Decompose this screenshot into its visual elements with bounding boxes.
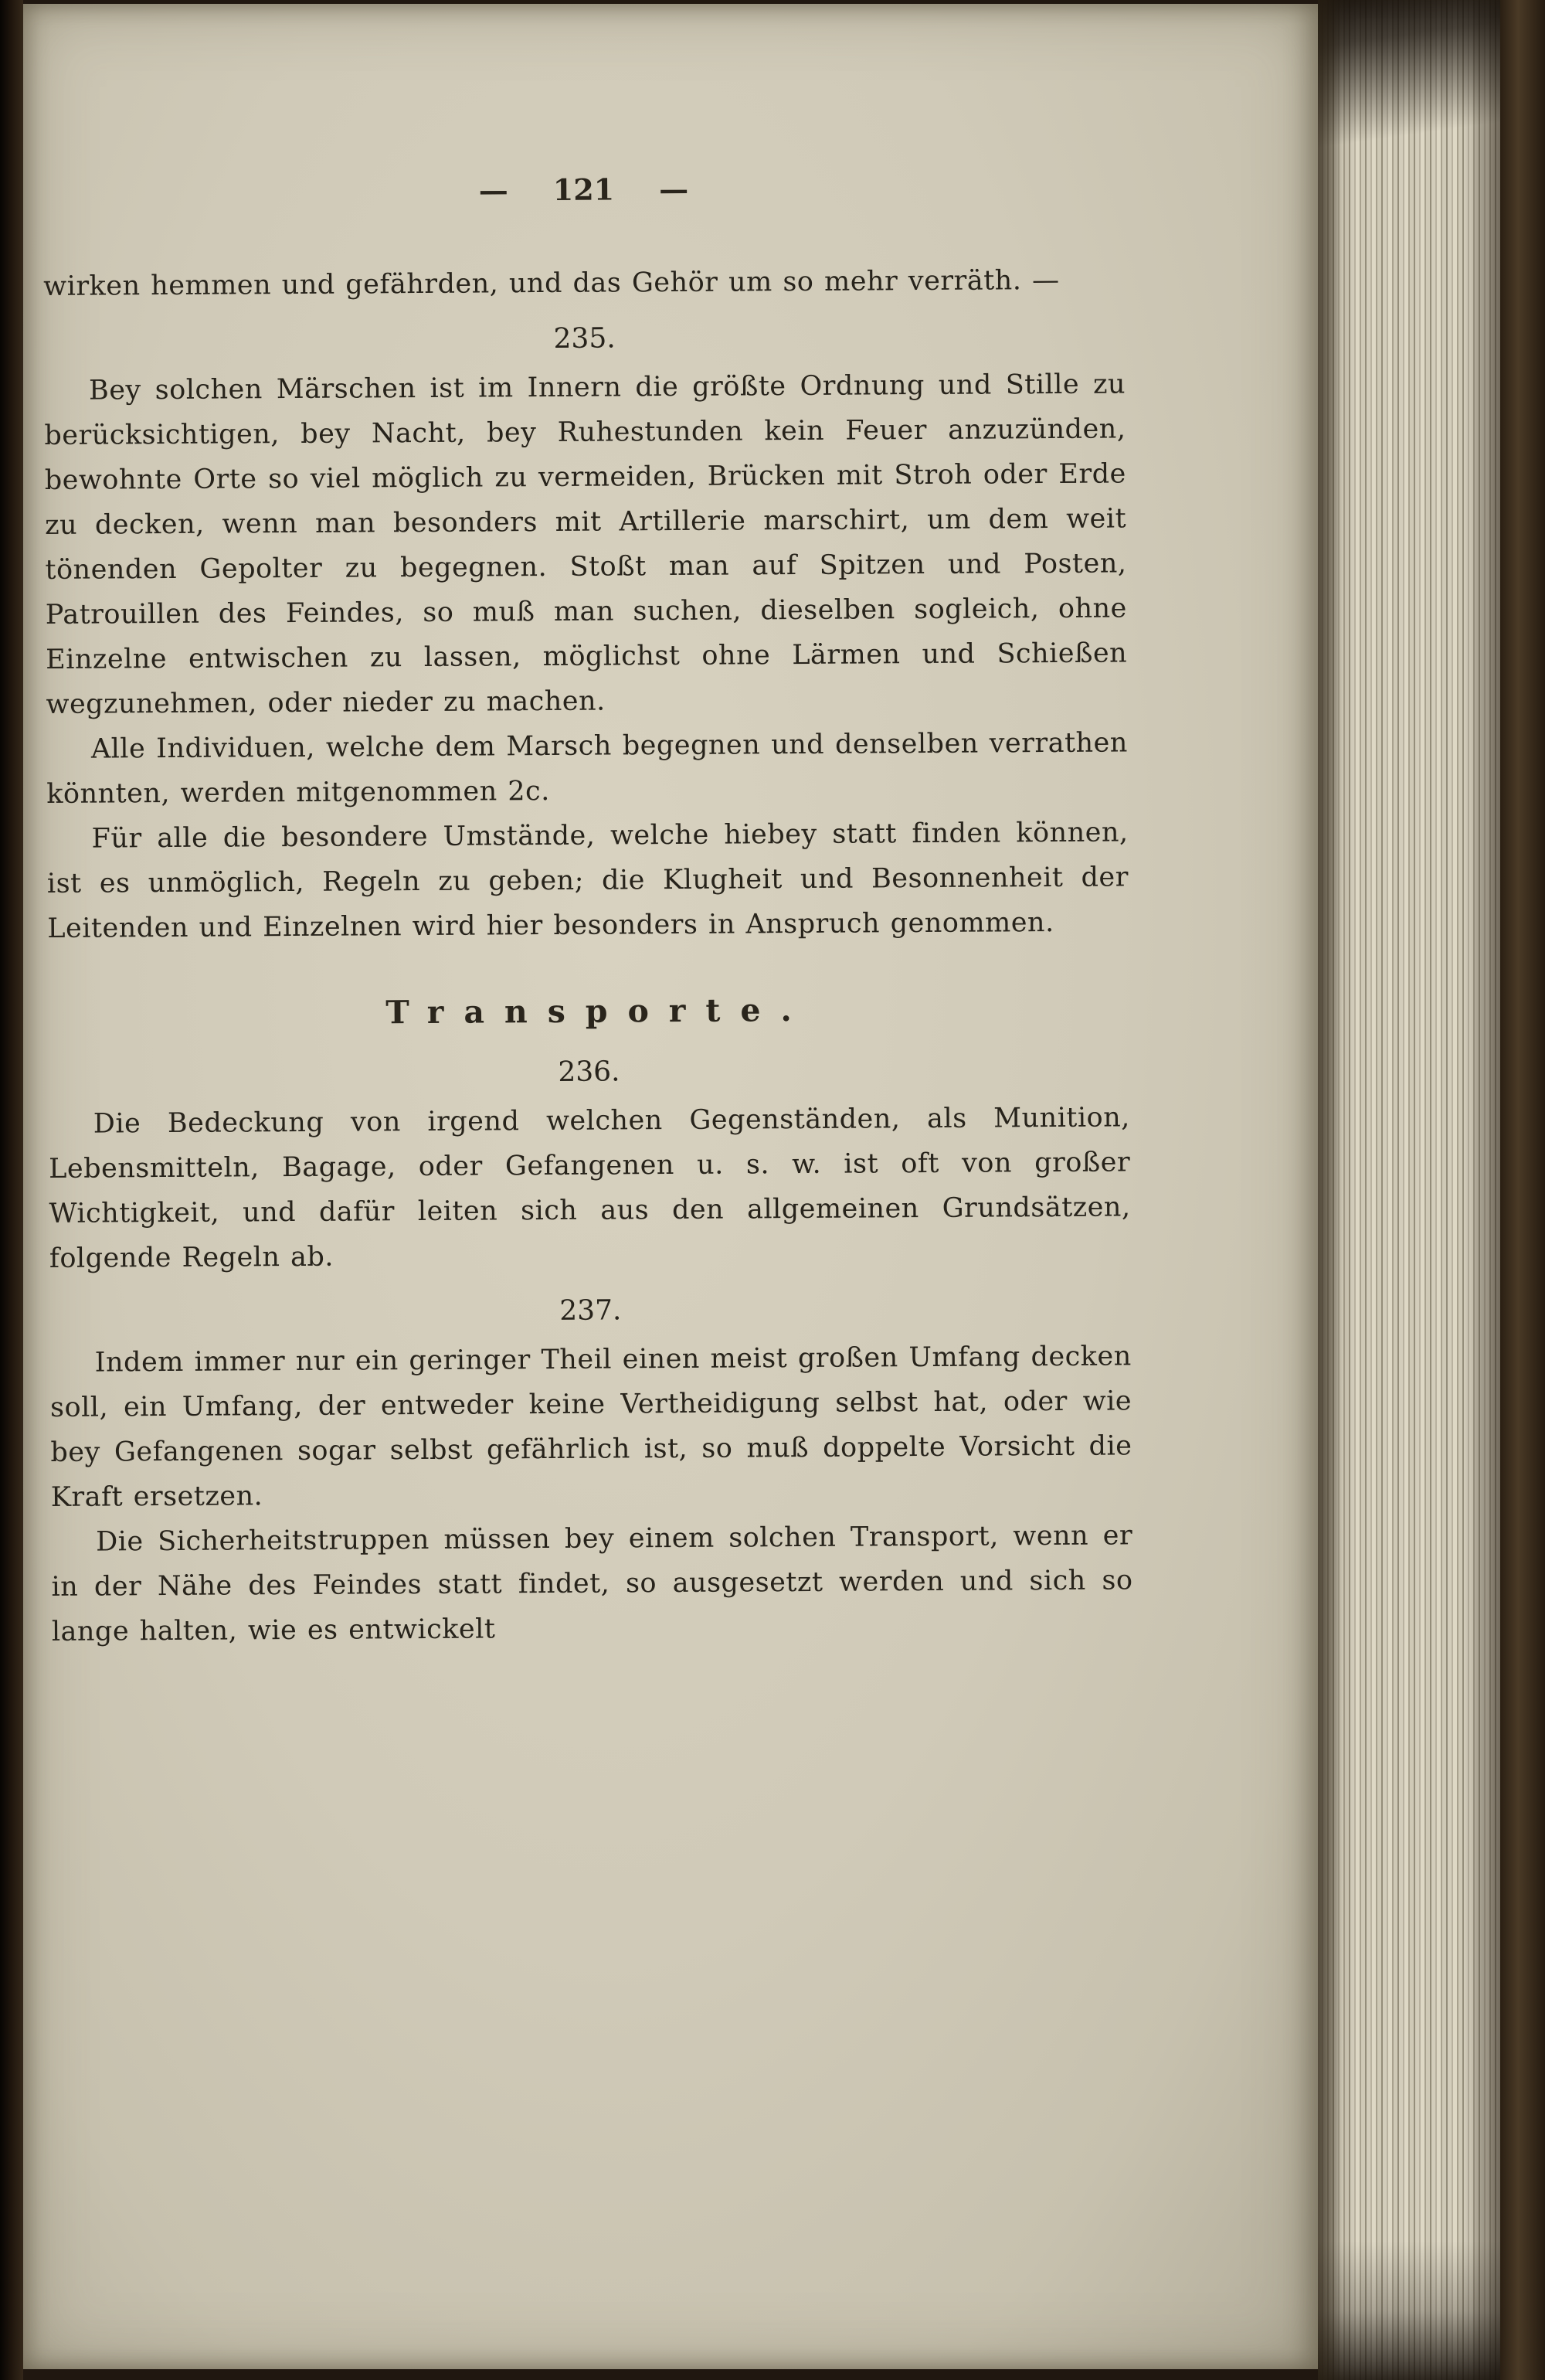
book-page bbox=[23, 4, 1318, 2369]
chapter-heading: Transporte. bbox=[385, 991, 812, 1032]
paragraph: Die Sicherheitstruppen müssen bey einem solchen Transport, wenn er in der Nähe des Feindes statt findet, so ausgesetzt werden und sich so lange halten, wie es entwickelt bbox=[51, 1520, 1133, 1647]
paragraph: Alle Individuen, welche dem Marsch begegnen und denselben verrathen könnten, werden mitgenommen 2c. bbox=[46, 727, 1128, 810]
page-number: 121 bbox=[552, 172, 615, 207]
paragraph: Für alle die besondere Umstände, welche hiebey statt finden können, ist es unmöglich, Regeln zu geben; die Klugheit und Besonnenheit der Leitenden und Einzelnen wird hier besonders in Anspruch genommen. bbox=[46, 817, 1129, 944]
running-header bbox=[42, 168, 1124, 210]
page-text-column bbox=[42, 0, 1133, 1654]
section-number: 236. bbox=[558, 1056, 620, 1088]
paragraph: Bey solchen Märschen ist im Innern die größte Ordnung und Stille zu berücksichtigen, bey Nacht, bey Ruhestunden kein Feuer anzuzünden, bewohnte Orte so viel möglich zu vermeiden, Brücken mit Stroh oder Erde zu decken, wenn man besonders mit Artillerie marschirt, um dem weit tönenden Gepolter zu begegnen. Stoßt man auf Spitzen und Posten, Patrouillen des Feindes, so muß man suchen, dieselben sogleich, ohne Einzelne entwischen zu lassen, möglichst ohne Lärmen und Schießen wegzunehmen, oder nieder zu machen. bbox=[44, 369, 1128, 720]
paragraph: Indem immer nur ein geringer Theil einen meist großen Umfang decken soll, ein Umfang, der entweder keine Vertheidigung selbst hat, oder wie bey Gefangenen sogar selbst gefährlich ist, so muß doppelte Vorsicht die Kraft ersetzen. bbox=[49, 1341, 1132, 1513]
section-number: 237. bbox=[559, 1294, 622, 1327]
section-number: 235. bbox=[553, 322, 616, 355]
header-dash-right: — bbox=[658, 171, 689, 207]
paragraph: Die Bedeckung von irgend welchen Gegenständen, als Munition, Lebensmitteln, Bagage, oder Gefangenen u. s. w. ist oft von großer Wichtigkeit, und dafür leiten sich aus den allgemeinen Grundsätzen, folgende Regeln ab. bbox=[49, 1102, 1131, 1274]
book-binding-left bbox=[0, 0, 23, 2380]
book-fore-edge-pages bbox=[1318, 0, 1500, 2380]
book-binding-right bbox=[1500, 0, 1545, 2380]
header-dash-left: — bbox=[478, 172, 508, 208]
paragraph: wirken hemmen und gefährden, und das Gehör um so mehr verräth. — bbox=[43, 264, 1060, 302]
